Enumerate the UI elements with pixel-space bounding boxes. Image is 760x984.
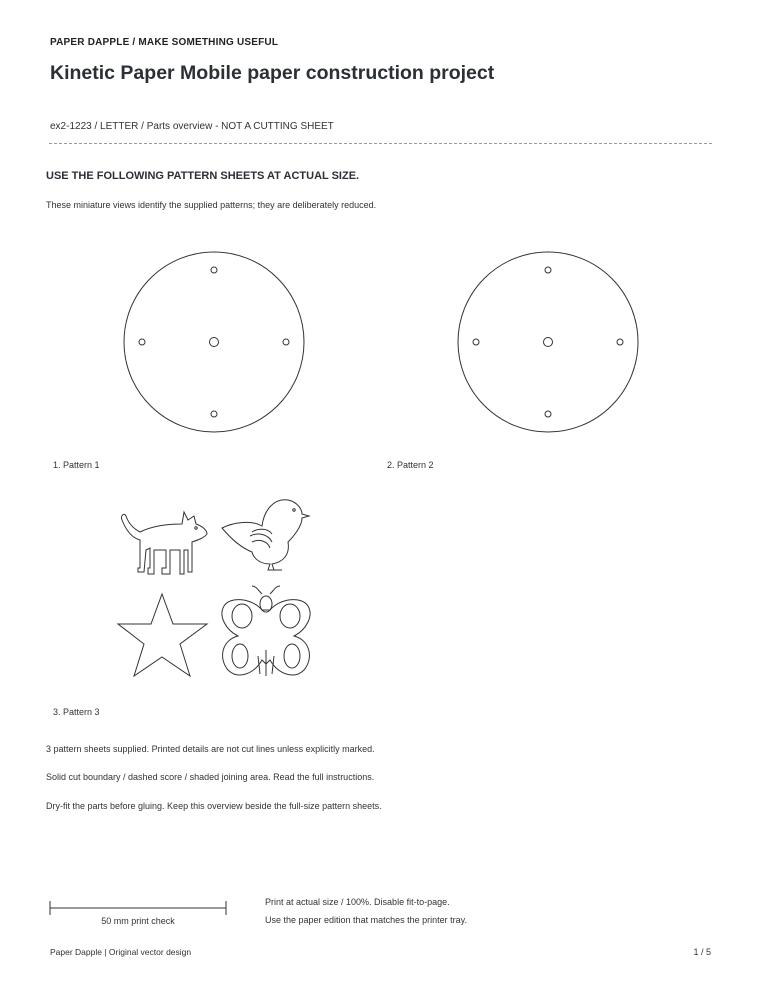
bird-shape-icon: [222, 500, 309, 570]
footer-credit: Paper Dapple | Original vector design: [50, 947, 192, 957]
pattern-caption: 1. Pattern 1: [53, 460, 100, 470]
document-meta: ex2-1223 / LETTER / Parts overview - NOT A CUTTING SHEET: [50, 121, 334, 132]
cat-shape-icon: [121, 512, 207, 574]
note-text: Solid cut boundary / dashed score / shaded joining area. Read the full instructions.: [46, 772, 375, 782]
note-text: 3 pattern sheets supplied. Printed details are not cut lines unless explicitly marked.: [46, 744, 375, 754]
section-heading: USE THE FOLLOWING PATTERN SHEETS AT ACTUAL SIZE.: [46, 170, 360, 182]
pattern-caption: 3. Pattern 3: [53, 707, 100, 717]
page-number: 1 / 5: [693, 947, 711, 957]
scale-bar: [49, 901, 227, 917]
note-text: Dry-fit the parts before gluing. Keep this overview beside the full-size pattern sheets.: [46, 801, 382, 811]
disc-with-holes-icon: [455, 250, 645, 436]
pattern-2-figure: [455, 250, 645, 436]
star-shape-icon: [118, 594, 207, 676]
pattern-3-figure: [112, 490, 322, 690]
butterfly-shape-icon: [222, 586, 310, 676]
intro-text: These miniature views identify the supplied patterns; they are deliberately reduced.: [46, 200, 377, 210]
scale-label: 50 mm print check: [101, 916, 175, 926]
pattern-1-figure: [120, 250, 310, 436]
page-title: Kinetic Paper Mobile paper construction project: [50, 62, 495, 84]
divider: [49, 143, 712, 144]
breadcrumb: PAPER DAPPLE / MAKE SOMETHING USEFUL: [50, 37, 279, 48]
print-instruction: Print at actual size / 100%. Disable fit-to-page.: [265, 897, 450, 907]
pattern-caption: 2. Pattern 2: [387, 460, 434, 470]
print-instruction: Use the paper edition that matches the printer tray.: [265, 915, 467, 925]
disc-with-holes-icon: [120, 250, 310, 436]
